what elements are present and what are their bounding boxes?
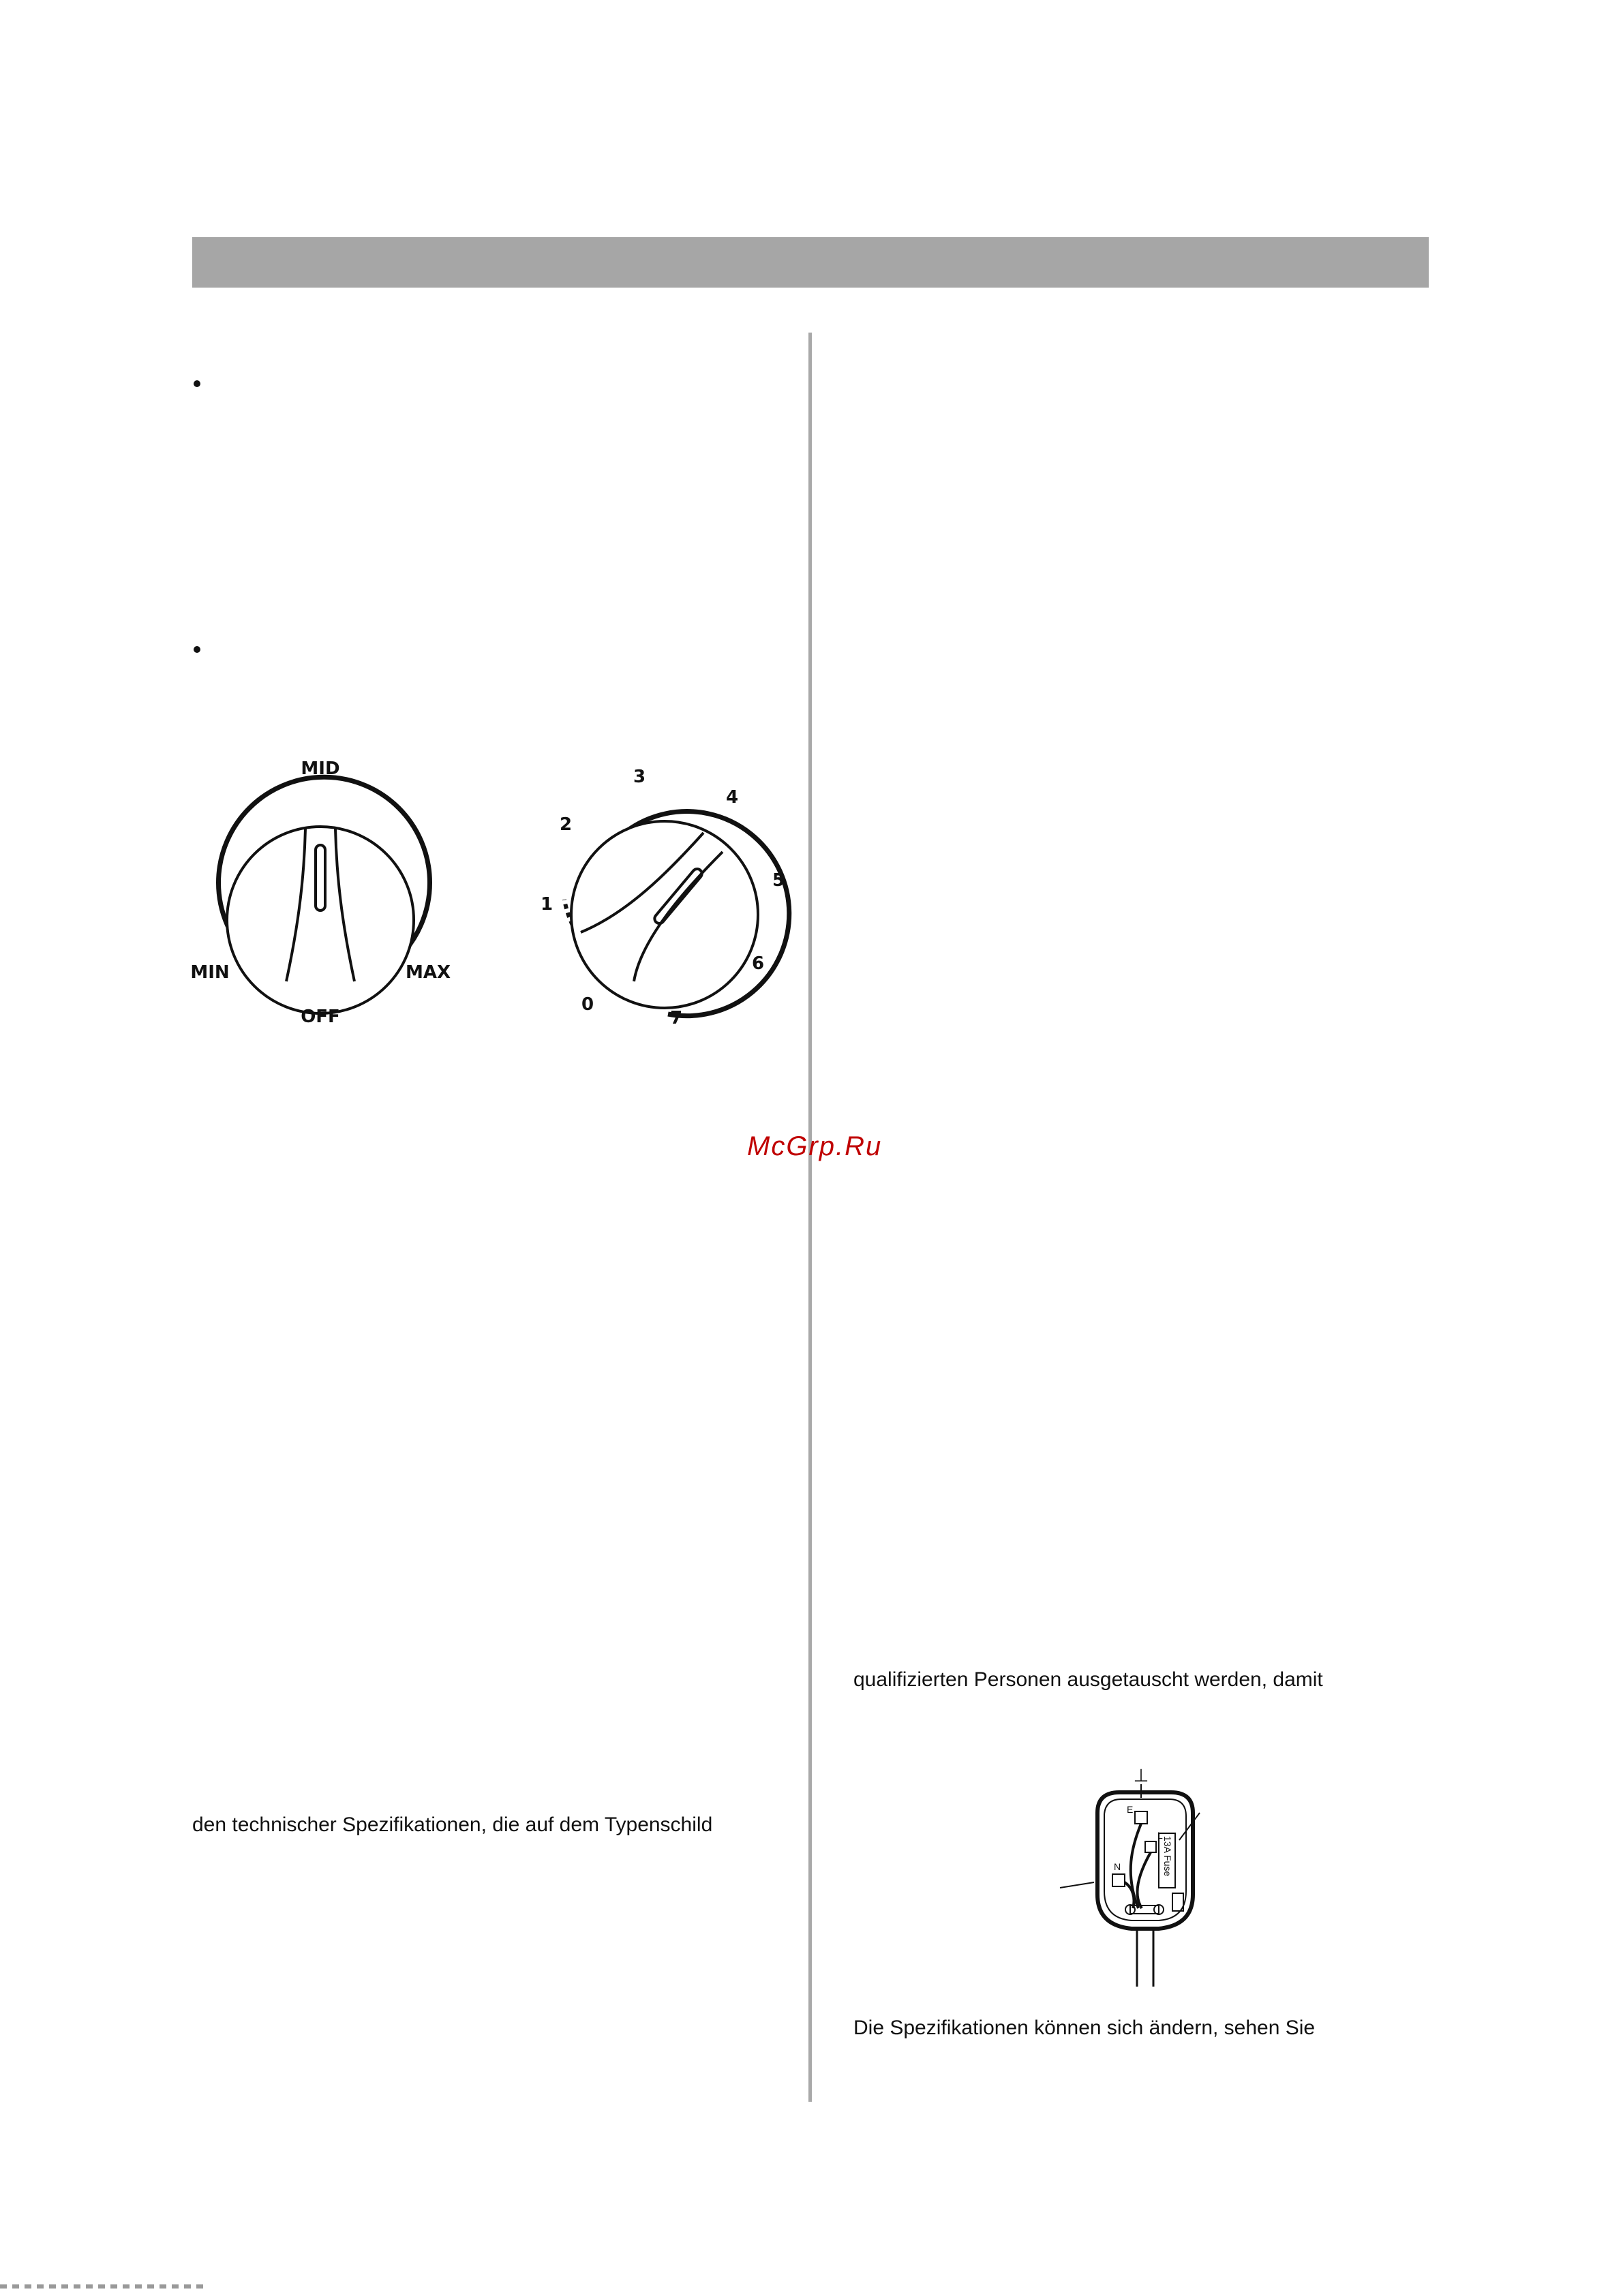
number-dial <box>525 756 804 1036</box>
plug-wiring-diagram <box>1057 1765 1220 1990</box>
terminal-e-label: E <box>1127 1804 1134 1815</box>
earth-symbol: ⊥ <box>1133 1766 1149 1786</box>
label-7: 7 <box>669 1008 683 1028</box>
label-4: 4 <box>725 787 739 808</box>
terminal-n-label: N <box>1114 1861 1121 1872</box>
dial-body <box>227 827 414 1013</box>
footer-mark <box>0 2284 204 2289</box>
bullet-point-1 <box>194 380 200 387</box>
label-5: 5 <box>772 870 785 891</box>
label-mid: MID <box>301 759 340 779</box>
terminal-l-label: L <box>1157 1830 1163 1841</box>
label-6: 6 <box>751 953 765 974</box>
fuse-label: 13A Fuse <box>1162 1836 1173 1877</box>
label-min: MIN <box>190 962 230 983</box>
fuse-pointer-line <box>1179 1813 1200 1840</box>
thermostat-dial <box>184 750 457 1036</box>
label-max: MAX <box>405 962 451 983</box>
dial-body <box>571 821 758 1008</box>
label-1: 1 <box>540 894 553 915</box>
left-text-line: den technischer Spezifikationen, die auf dem Typenschild <box>192 1813 713 1836</box>
label-0: 0 <box>581 994 594 1015</box>
label-2: 2 <box>559 814 573 835</box>
label-3: 3 <box>633 767 646 787</box>
live-wire <box>1138 1852 1151 1908</box>
watermark: McGrp.Ru <box>747 1131 883 1161</box>
live-terminal <box>1145 1841 1156 1852</box>
earth-terminal <box>1135 1811 1147 1824</box>
neutral-pointer-line <box>1060 1882 1094 1888</box>
neutral-terminal <box>1112 1874 1125 1886</box>
right-text-line-1: qualifizierten Personen ausgetauscht werden, damit <box>853 1668 1323 1691</box>
column-divider <box>808 333 812 2102</box>
label-off: OFF <box>301 1007 340 1027</box>
section-header-bar <box>192 237 1429 288</box>
right-text-line-2: Die Spezifikationen können sich ändern, sehen Sie <box>853 2017 1316 2039</box>
bullet-point-2 <box>194 646 200 653</box>
